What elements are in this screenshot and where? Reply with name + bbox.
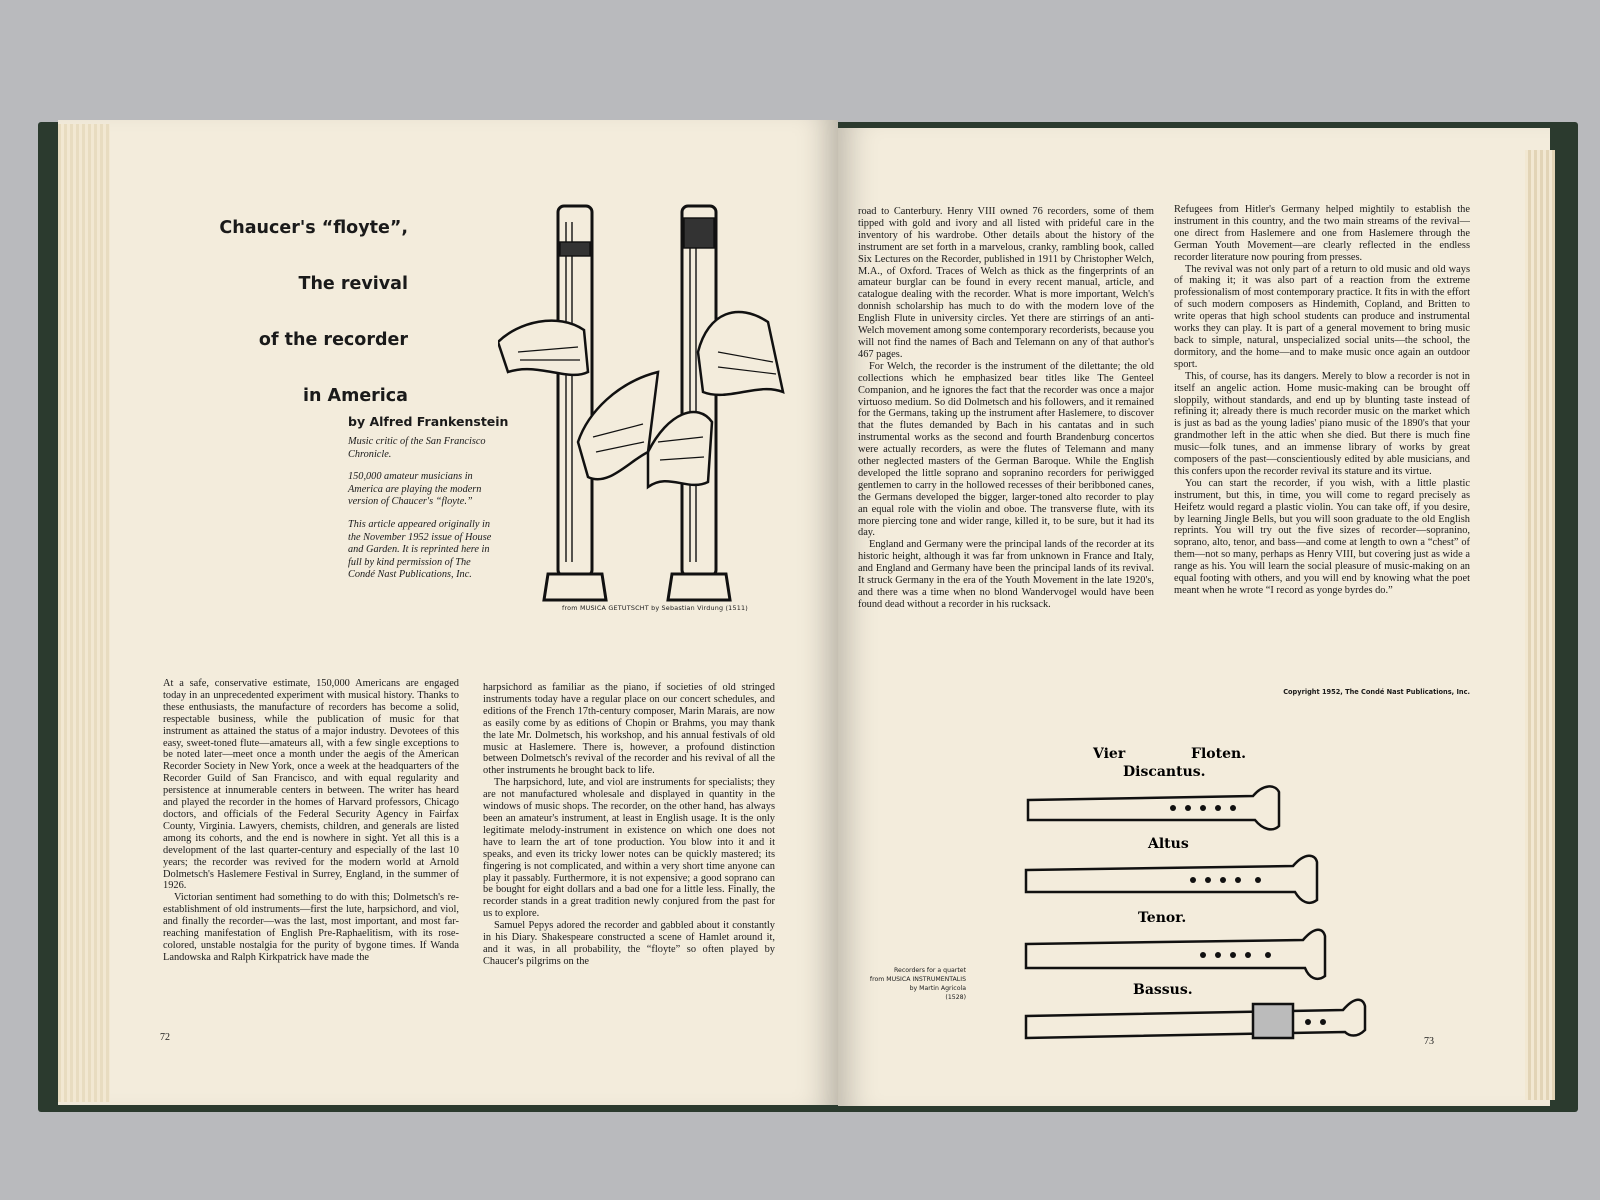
paragraph: harpsichord as familiar as the piano, if societies of old stringed instruments today have a regular place on our concert schedules, and editions of the French 17th-century composer, Marin Marais, are now as easily come by as editions of Chopin or Brahms, you may thank the late Mr. Dolmetsch, his workshop, and his annual festivals of old music at Haslemere. There is, however, a profound distinction between Dolmetsch's revival of the recorder and his revival of all the other instruments he brought back to life. <box>483 682 775 777</box>
caption-line: by Martin Agricola <box>909 985 966 992</box>
intro-paragraph: Music critic of the San Francisco Chronicle. <box>348 436 486 460</box>
caption-line: from MUSICA INSTRUMENTALIS <box>869 976 966 983</box>
title-line: The revival <box>298 274 408 294</box>
title-line: Chaucer's “floyte”, <box>219 218 408 238</box>
intro-paragraph: This article appeared originally in the November 1952 issue of House and Garden. It is reprinted here in full by kind permission of The Condé Nast Publications, Inc. <box>348 518 492 581</box>
page-edges-right <box>1525 150 1555 1100</box>
paragraph: Refugees from Hitler's Germany helped mightily to establish the instrument in this country, and the two main streams of the revival—one direct from Haslemere and one from Haslemere through the German Youth Movement—are clearly reflected in the endless recorder literature now pouring from presses. <box>1174 204 1470 263</box>
article-title <box>178 200 408 424</box>
paragraph: For Welch, the recorder is the instrument of the dilettante; the old collections which he emphasized bear titles like The Genteel Companion, and he ignores the fact that the recorder was once a major virtuoso medium. So did Dolmetsch and his followers, and it remained for the Germans, taking up the instrument after Haslemere, to discover that the flutes demanded by Bach in his cantatas and in such instrumental works as the second and fourth Brandenburg concertos were actually recorders, as were the flutes of Telemann and many other neglected masters of the German Baroque. While the English developed the little soprano and sopranino recorders for periwigged gentlemen to carry in the hollowed recesses of their beribboned canes, the Germans developed the bigger, larger-toned alto recorder to play an equal role with the violin and oboe. The transverse flute, with its more piercing tone and wider range, killed it, to be sure, but it had its day. <box>858 360 1154 539</box>
illustration-caption: from MUSICA GETUTSCHT by Sebastian Virdung (1511) <box>562 604 748 612</box>
intro-sidebar <box>348 436 498 592</box>
woodcut-label-tenor: Tenor. <box>1138 910 1187 926</box>
caption-line: (1528) <box>945 994 966 1001</box>
woodcut-label-discantus: Discantus. <box>1123 764 1206 780</box>
title-line: of the recorder <box>258 330 408 350</box>
woodcut-heading-left: Vier <box>1093 746 1126 762</box>
article-column-2 <box>483 682 775 1042</box>
left-page <box>58 120 838 1105</box>
page-number: 73 <box>1424 1036 1434 1047</box>
article-column-3 <box>858 206 1154 726</box>
paragraph: The harpsichord, lute, and viol are instruments for specialists; they are not manufactured wholesale and displayed in quantity in the windows of music shops. The recorder, on the other hand, has always been an amateur's instrument, at least in English usage. It is the only legitimate melody-instrument in existence on which one does not have to learn the art of tone production. You blow into it and it speaks, and even its tricky lower notes can be quickly mastered; its fingering is not complicated, and within a very short time anyone can play it passably. Furthermore, it is not expensive; a good soprano can be bought for eight dollars and a bad one for a little less. Finally, the recorder stands in a great tradition newly conjured from the past for us to explore. <box>483 777 775 920</box>
intro-paragraph: 150,000 amateur musicians in America are playing the modern version of Chaucer's “floyte.” <box>348 471 482 508</box>
woodcut-heading-right: Floten. <box>1191 746 1247 762</box>
woodcut-label-bassus: Bassus. <box>1133 982 1193 998</box>
article-column-4 <box>1174 204 1470 704</box>
copyright-line: Copyright 1952, The Condé Nast Publications, Inc. <box>1283 688 1470 696</box>
article-column-1 <box>163 678 459 1038</box>
woodcut-caption <box>850 966 966 1002</box>
paragraph: Samuel Pepys adored the recorder and gabbled about it constantly in his Diary. Shakespeare constructed a scene of Hamlet around it, and it was, in all probability, the “floyte” so often played by Chaucer's pilgrims on the <box>483 920 775 967</box>
paragraph: This, of course, has its dangers. Merely to blow a recorder is not in itself an angelic action. Home music-making can be brought off sloppily, without standards, and end up by blunting taste instead of refining it; already there is much recorder music on the market which is just as bad as the young ladies' piano music of the 1890's that your grandmother left in the attic when she died. But there is much fine music—folk tunes, and an immense library of works by great composers of the past—conscientiously edited by able musicians, and this confers upon the recorder revival its stature and its virtue. <box>1174 370 1470 477</box>
paragraph: England and Germany were the principal lands of the recorder at its historic height, although it was far from unknown in France and Italy, and England and Germany have been the principal lands of its revival. It struck Germany in the era of the Youth Movement in the late 1920's, and there was a time when no blond Wandervogel would have been found dead without a recorder in his rucksack. <box>858 539 1154 610</box>
title-line: in America <box>302 386 408 406</box>
paragraph: The revival was not only part of a return to old music and old ways of making it; it was also part of a reaction from the extreme professionalism of most contemporary practice. It fits in with the effort of such modern composers as Hindemith, Copland, and Britten to write operas that high school students can produce and instrumental works they can play. It is part of a general movement to bring music back to simple, natural, unspecialized social units—the school, the dormitory, and the home—and to make music once again an outdoor sport. <box>1174 263 1470 370</box>
caption-line: Recorders for a quartet <box>894 967 966 974</box>
woodcut-label-altus: Altus <box>1148 836 1189 852</box>
paragraph: At a safe, conservative estimate, 150,000 Americans are engaged today in an unprecedented experiment with musical history. Thanks to these enthusiasts, the manufacture of recorders has become a solid, respectable business, while the publication of music for that instrument as attained the status of a major industry. Devotees of this easy, sweet-toned flute—amateurs all, with a few single exceptions to be noted later—meet once a month under the aegis of the American Recorder Society in New York, once a week at the headquarters of the Recorder Guild of San Francisco, and with equal regularity and persistence at innumerable centers in between. The writer has heard and played the recorder in the homes of Harvard professors, Chicago doctors, and officials of the Federal Security Agency in Fairfax County, Virginia. Lawyers, chemists, children, and generals are listed among its cohorts, and the end is nowhere in sight. Yet all this is a development of the last quarter-century and especially of the last 10 years; the recorder was revived for the modern world at Arnold Dolmetsch's Haslemere Festival in Surrey, England, in the summer of 1926. <box>163 678 459 892</box>
page-edges-left <box>58 124 110 1102</box>
paragraph: Victorian sentiment had something to do with this; Dolmetsch's re-establishment of old instruments—first the lute, harpsichord, and viol, and finally the recorder—was the last, most important, and most far-reaching manifestation of English Pre-Raphaelitism, with its rose-colored, unstable nostalgia for the purity of bygone times. If Wanda Landowska and Ralph Kirkpatrick have made the <box>163 892 459 963</box>
byline: by Alfred Frankenstein <box>348 414 509 429</box>
page-number: 72 <box>160 1032 170 1043</box>
paragraph: You can start the recorder, if you wish, with a little plastic instrument, but this, in time, you will come to regard precisely as Heifetz would regard a plastic violin. You can take off, if you desire, by learning Jingle Bells, but you will soon graduate to the old English reprints. You will try out the five sizes of recorder—sopranino, soprano, alto, tenor, and bass—and come at length to own a “chest” of them—not so many, perhaps as Henry VIII, but covering just as wide a range as his. You will learn the social pleasure of music-making on an equal footing with others, and you will end by knowing what the poet meant when he wrote “I record as yonge byrdes do.” <box>1174 477 1470 596</box>
paragraph: road to Canterbury. Henry VIII owned 76 recorders, some of them tipped with gold and ivory and all listed with prideful care in the inventory of his wardrobe. Other details about the history of the instrument are set forth in a marvelous, cranky, rambling book, called Six Lectures on the Recorder, published in 1911 by Christopher Welch, M.A., of Oxford. Traces of Welch as thick as the fingerprints of an amateur burglar can be found in every recent manual, article, and catalogue dealing with the recorder. What is more important, Welch's donnish scholarship has much to do with the modern love of the English Flute in university circles. Yet there are stirrings of an anti-Welch movement among some contemporary recorderists, because you will not find the names of Bach and Telemann on any of that author's 467 pages. <box>858 206 1154 360</box>
recorder-quartet-woodcut <box>1023 740 1383 1040</box>
right-page <box>838 128 1550 1106</box>
recorder-hands-illustration <box>498 202 798 614</box>
